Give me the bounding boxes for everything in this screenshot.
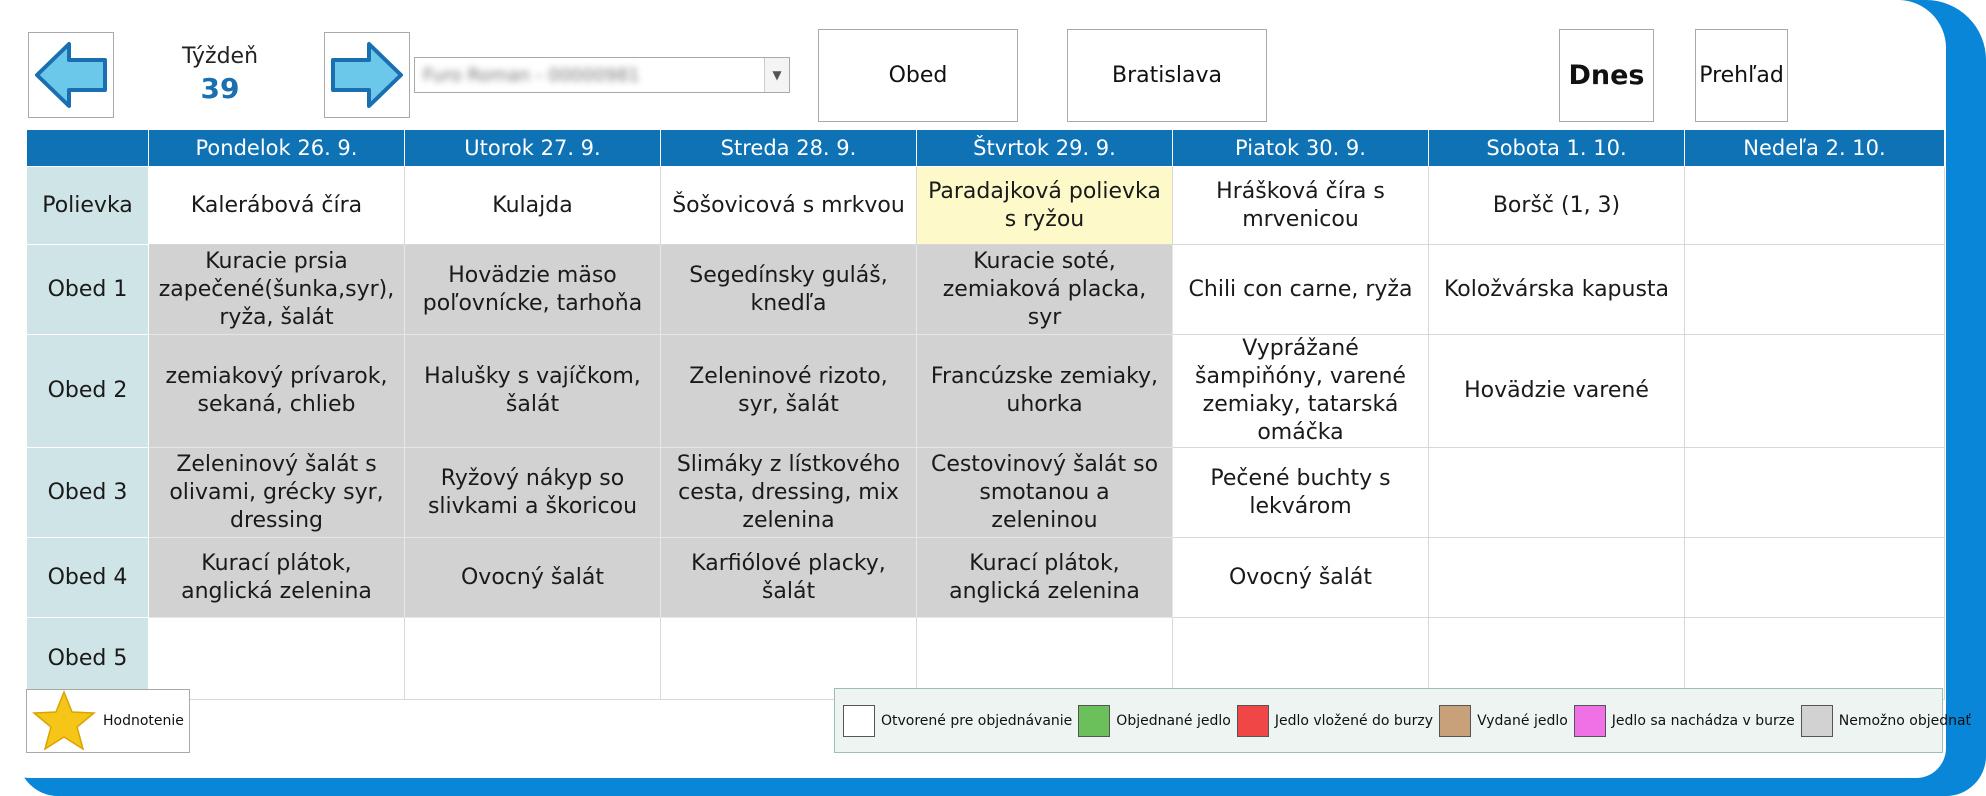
menu-row xyxy=(27,245,1945,335)
user-select[interactable] xyxy=(414,57,790,93)
day-header-row xyxy=(27,130,1945,167)
meal-cell[interactable]: Koložvárska kapusta xyxy=(1429,245,1685,335)
legend-swatch xyxy=(1574,705,1606,737)
meal-cell[interactable]: Hrášková číra s mrvenicou xyxy=(1173,167,1429,245)
legend-item xyxy=(1439,705,1568,737)
location-button[interactable]: Bratislava xyxy=(1067,29,1267,122)
legend-swatch xyxy=(1237,705,1269,737)
legend-label: Jedlo vložené do burzy xyxy=(1274,712,1434,729)
week-number: 39 xyxy=(200,72,240,105)
day-header: Pondelok 26. 9. xyxy=(149,130,405,167)
weekly-menu-grid xyxy=(26,129,1945,700)
rating-button[interactable] xyxy=(26,689,190,753)
meal-cell: Francúzske zemiaky, uhorka xyxy=(917,335,1173,448)
meal-cell: Kurací plátok, anglická zelenina xyxy=(917,538,1173,618)
next-week-button[interactable] xyxy=(324,32,410,118)
meal-cell[interactable]: Ovocný šalát xyxy=(1173,538,1429,618)
meal-cell[interactable] xyxy=(149,618,405,700)
meal-cell: Ovocný šalát xyxy=(405,538,661,618)
grid-corner xyxy=(27,130,149,167)
legend-swatch xyxy=(1078,705,1110,737)
today-button[interactable]: Dnes xyxy=(1559,29,1654,122)
meal-row-label: Obed 4 xyxy=(27,538,149,618)
meal-row-label: Obed 1 xyxy=(27,245,149,335)
meal-cell[interactable]: Hovädzie varené xyxy=(1429,335,1685,448)
arrow-left-icon xyxy=(33,40,109,110)
meal-cell: Ryžový nákyp so slivkami a škoricou xyxy=(405,448,661,538)
meal-cell: Zeleninové rizoto, syr, šalát xyxy=(661,335,917,448)
day-header: Streda 28. 9. xyxy=(661,130,917,167)
legend-label: Vydané jedlo xyxy=(1477,712,1568,729)
day-header: Štvrtok 29. 9. xyxy=(917,130,1173,167)
legend-item xyxy=(1078,705,1231,737)
meal-row-label: Obed 2 xyxy=(27,335,149,448)
meal-cell[interactable] xyxy=(405,618,661,700)
meal-cell[interactable] xyxy=(1429,448,1685,538)
day-header: Utorok 27. 9. xyxy=(405,130,661,167)
legend-label: Nemožno objednať xyxy=(1838,712,1972,729)
meal-cell: Kuracie soté, zemiaková placka, syr xyxy=(917,245,1173,335)
legend-item xyxy=(843,705,1072,737)
meal-cell[interactable]: Paradajková polievka s ryžou xyxy=(917,167,1173,245)
meal-cell[interactable] xyxy=(1429,538,1685,618)
meal-cell: Cestovinový šalát so smotanou a zeleninou xyxy=(917,448,1173,538)
week-label: Týždeň xyxy=(181,44,259,69)
meal-cell[interactable]: Kulajda xyxy=(405,167,661,245)
rating-label: Hodnotenie xyxy=(103,713,184,729)
meal-cell: Segedínsky guláš, knedľa xyxy=(661,245,917,335)
meal-cell: Kurací plátok, anglická zelenina xyxy=(149,538,405,618)
day-header: Nedeľa 2. 10. xyxy=(1685,130,1945,167)
meal-cell[interactable]: Šošovicová s mrkvou xyxy=(661,167,917,245)
legend-label: Otvorené pre objednávanie xyxy=(881,712,1073,729)
meal-cell: Karfiólové placky, šalát xyxy=(661,538,917,618)
menu-row xyxy=(27,448,1945,538)
legend-swatch xyxy=(843,705,875,737)
meal-cell: zemiakový prívarok, sekaná, chlieb xyxy=(149,335,405,448)
legend-item xyxy=(1801,705,1971,737)
meal-cell[interactable]: Chili con carne, ryža xyxy=(1173,245,1429,335)
chevron-down-icon: ▼ xyxy=(764,58,789,92)
meal-cell: Kuracie prsia zapečené(šunka,syr), ryža, šalát xyxy=(149,245,405,335)
legend-swatch xyxy=(1439,705,1471,737)
arrow-right-icon xyxy=(329,40,405,110)
menu-row xyxy=(27,167,1945,245)
meal-row-label: Polievka xyxy=(27,167,149,245)
meal-cell[interactable]: Kalerábová číra xyxy=(149,167,405,245)
meal-cell: Hovädzie mäso poľovnícke, tarhoňa xyxy=(405,245,661,335)
legend-item xyxy=(1574,705,1795,737)
meal-cell[interactable] xyxy=(1685,245,1945,335)
legend-label: Jedlo sa nachádza v burze xyxy=(1611,712,1795,729)
user-select-value: Furo Roman - 00000981 xyxy=(423,64,640,86)
legend-label: Objednané jedlo xyxy=(1116,712,1231,729)
meal-cell[interactable]: Boršč (1, 3) xyxy=(1429,167,1685,245)
meal-cell[interactable] xyxy=(1685,335,1945,448)
overview-button[interactable]: Prehľad xyxy=(1695,29,1788,122)
meal-cell[interactable] xyxy=(1685,538,1945,618)
menu-row xyxy=(27,538,1945,618)
previous-week-button[interactable] xyxy=(28,32,114,118)
meal-cell: Halušky s vajíčkom, šalát xyxy=(405,335,661,448)
meal-cell[interactable] xyxy=(1685,167,1945,245)
meal-row-label: Obed 3 xyxy=(27,448,149,538)
legend xyxy=(834,688,1972,753)
meal-cell[interactable]: Pečené buchty s lekvárom xyxy=(1173,448,1429,538)
menu-row xyxy=(27,335,1945,448)
meal-type-button[interactable]: Obed xyxy=(818,29,1018,122)
day-header: Sobota 1. 10. xyxy=(1429,130,1685,167)
legend-item xyxy=(1237,705,1433,737)
star-icon xyxy=(31,690,97,752)
meal-row-label: Obed 5 xyxy=(27,618,149,700)
legend-swatch xyxy=(1801,705,1833,737)
meal-cell[interactable]: Vyprážané šampiňóny, varené zemiaky, tatarská omáčka xyxy=(1173,335,1429,448)
meal-cell[interactable] xyxy=(1685,448,1945,538)
meal-cell: Zeleninový šalát s olivami, grécky syr, dressing xyxy=(149,448,405,538)
day-header: Piatok 30. 9. xyxy=(1173,130,1429,167)
meal-cell: Slimáky z lístkového cesta, dressing, mix zelenina xyxy=(661,448,917,538)
